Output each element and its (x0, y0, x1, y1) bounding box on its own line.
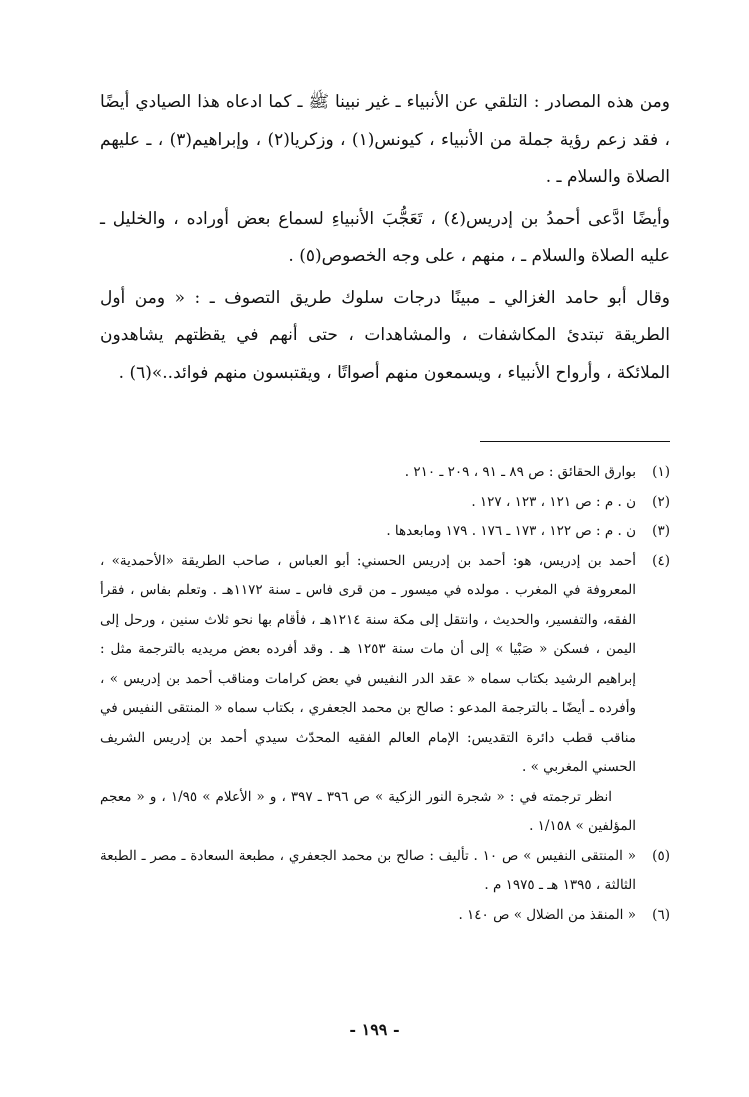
footnote-3 (100, 517, 670, 547)
footnote-5 (100, 842, 670, 901)
main-text (100, 84, 670, 392)
page-number: - ١٩٩ - (349, 1020, 400, 1039)
footnote-text: ن . م : ص ١٢٢ ، ١٧٣ ـ ١٧٦ . ١٧٩ ومابعدها . (386, 523, 636, 539)
footnote-number: (٣) (652, 523, 670, 539)
footnote-number: (٢) (652, 493, 670, 510)
footnote-number: (٤) (652, 552, 670, 569)
footnote-text-references: انظر ترجمته في : « شجرة النور الزكية » ص ٣٩٦ ـ ٣٩٧ ، و « الأعلام » ١/٩٥ ، و « معجم المؤلفين » ١/١٥٨ . (100, 788, 636, 834)
footnote-2 (100, 488, 670, 518)
footnote-number: (٦) (652, 906, 670, 923)
main-paragraph-3: وقال أبو حامد الغزالي ـ مبينًا درجات سلوك طريق التصوف ـ : « ومن أول الطريقة تبتدئ المكاشفات ، والمشاهدات ، حتى أنهم في يقظتهم يشاهدون الملائكة ، وأرواح الأنبياء ، ويسمعون منهم أصواتًا ، ويقتبسون منهم فوائد..»(٦) . (100, 287, 670, 383)
footnote-text: « المنتقى النفيس » ص ١٠ . تأليف : صالح بن محمد الجعفري ، مطبعة السعادة ـ مصر ـ الطبعة الثالثة ، ١٣٩٥ هـ ـ ١٩٧٥ م . (100, 847, 636, 893)
footnote-1 (100, 458, 670, 488)
footnote-number: (٥) (652, 847, 670, 864)
main-paragraph-1: ومن هذه المصادر : التلقي عن الأنبياء ـ غير نبينا ﷺ ـ كما ادعاه هذا الصيادي أيضًا ، فقد زعم رؤية جملة من الأنبياء ، كيونس(١) ، وزكريا(٢) ، وإبراهيم(٣) ، ـ عليهم الصلاة والسلام ـ . (100, 92, 670, 187)
footnote-text: « المنقذ من الضلال » ص ١٤٠ . (458, 906, 636, 923)
footnote-number: (١) (652, 464, 670, 480)
footnote-4 (100, 547, 670, 842)
footnote-text: بوارق الحقائق : ص ٨٩ ـ ٩١ ، ٢٠٩ ـ ٢١٠ . (404, 464, 636, 480)
footnote-text: ن . م : ص ١٢١ ، ١٢٣ ، ١٢٧ . (471, 493, 636, 510)
footnote-separator (480, 441, 670, 442)
main-paragraph-2: وأيضًا ادَّعى أحمدُ بن إدريس(٤) ، تَعَجُّبَ الأنبياءِ لسماع بعض أوراده ، والخليل ـ عليه الصلاة والسلام ـ ، منهم ، على وجه الخصوص(٥) . (100, 208, 670, 266)
footnote-text: أحمد بن إدريس، هو: أحمد بن إدريس الحسني: أبو العباس ، صاحب الطريقة «الأحمدية» ، المعروفة في المغرب . مولده في ميسور ـ من قرى فاس ـ سنة ١١٧٢هـ . وتعلم بفاس ، فقرأ الفقه، والتفسير، والحديث ، وانتقل إلى مكة سنة ١٢١٤هـ ، فأقام بها نحو ثلاث سنين ، ورحل إلى اليمن ، فسكن « صَبْيا » إلى أن مات سنة ١٢٥٣ هـ . وقد أفرده بعض مريديه بالترجمة مثل : إبراهيم الرشيد بكتاب سماه « عقد الدر النفيس في بعض كرامات ومناقب أحمد بن إدريس » ، وأفرده ـ أيضًا ـ بالترجمة المدعو : صالح بن محمد الجعفري ، بكتاب سماه « المنتقى النفيس في مناقب قطب دائرة التقديس: الإمام العالم الفقيه المحدّث سيدي أحمد بن إدريس الشريف الحسني المغربي » . (100, 552, 636, 775)
footnote-6 (100, 901, 670, 931)
footnotes (100, 458, 670, 930)
